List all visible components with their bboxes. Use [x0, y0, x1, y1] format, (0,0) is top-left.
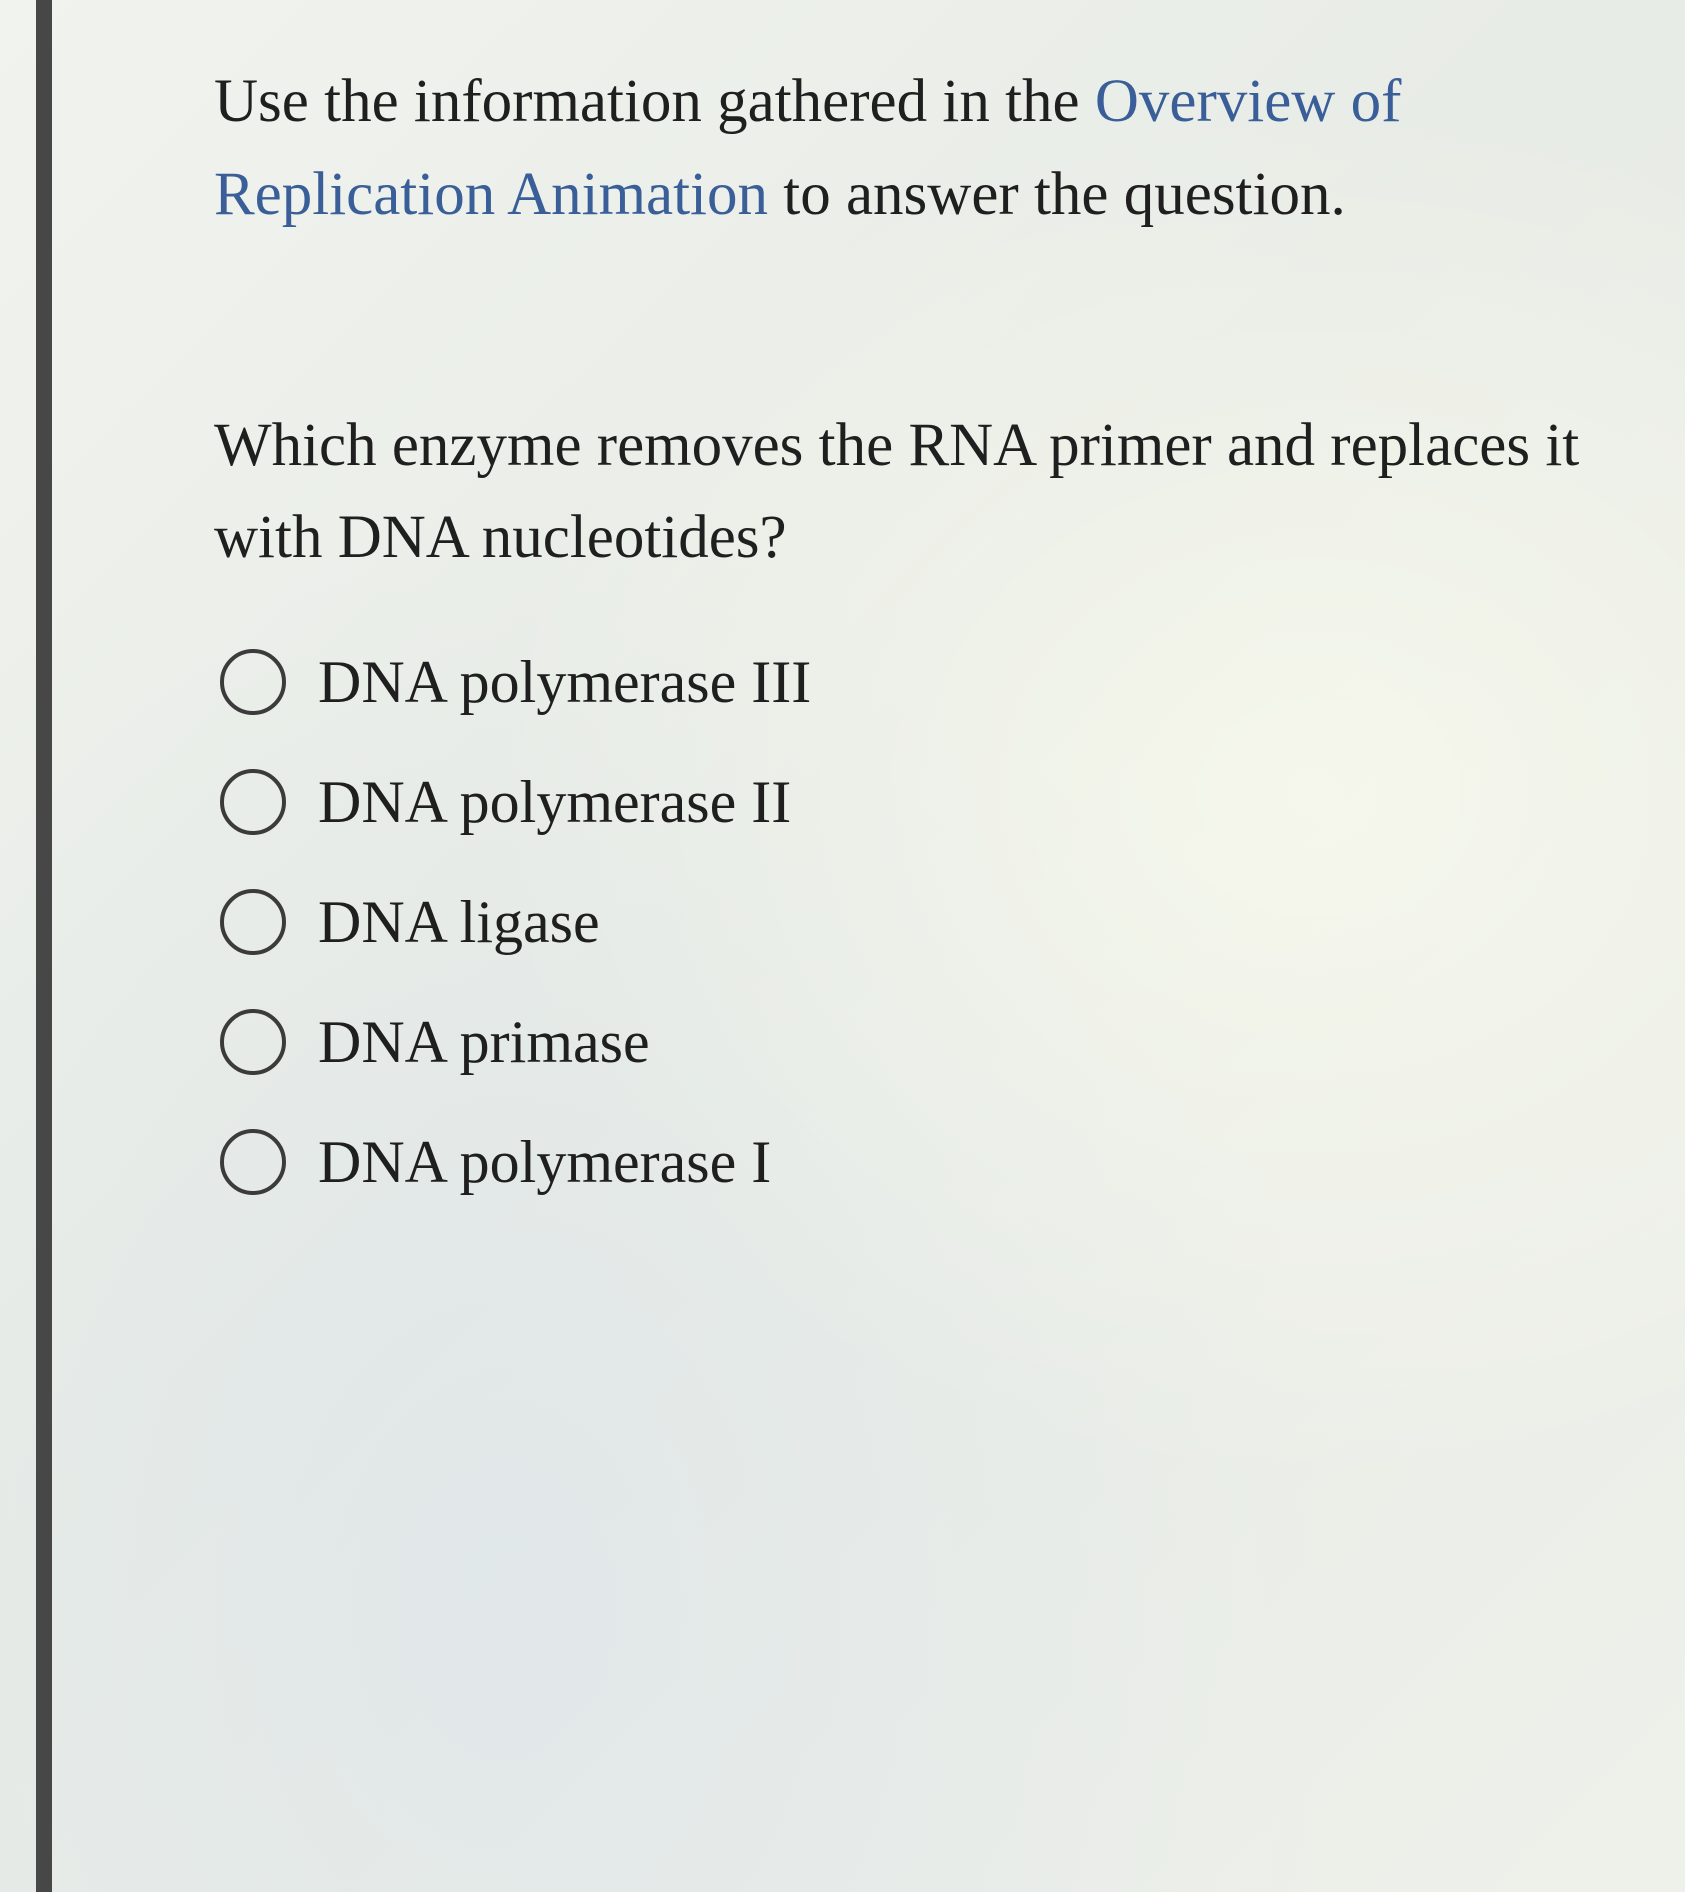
option-dna-polymerase-i[interactable]	[220, 1102, 1420, 1222]
instructions-text	[214, 55, 1594, 241]
instructions-prefix: Use the information gathered in the	[214, 68, 1095, 135]
option-label: DNA polymerase II	[318, 769, 792, 835]
option-label: DNA ligase	[318, 889, 600, 955]
radio-button[interactable]	[220, 1009, 286, 1075]
radio-button[interactable]	[220, 769, 286, 835]
option-label: DNA polymerase I	[318, 1129, 772, 1195]
radio-button[interactable]	[220, 1129, 286, 1195]
option-dna-polymerase-iii[interactable]	[220, 622, 1420, 742]
question-text: Which enzyme removes the RNA primer and replaces it with DNA nucleotides?	[214, 412, 1580, 571]
radio-button[interactable]	[220, 649, 286, 715]
option-label: DNA polymerase III	[318, 649, 812, 715]
radio-button[interactable]	[220, 889, 286, 955]
instructions-suffix: to answer the question.	[768, 161, 1346, 228]
left-border-bar	[36, 0, 52, 1892]
answer-options	[220, 622, 1420, 1222]
option-dna-ligase[interactable]	[220, 862, 1420, 982]
option-dna-primase[interactable]	[220, 982, 1420, 1102]
option-dna-polymerase-ii[interactable]	[220, 742, 1420, 862]
option-label: DNA primase	[318, 1009, 650, 1075]
overview-animation-link[interactable]: Overview of Replication Animation	[214, 68, 1402, 228]
